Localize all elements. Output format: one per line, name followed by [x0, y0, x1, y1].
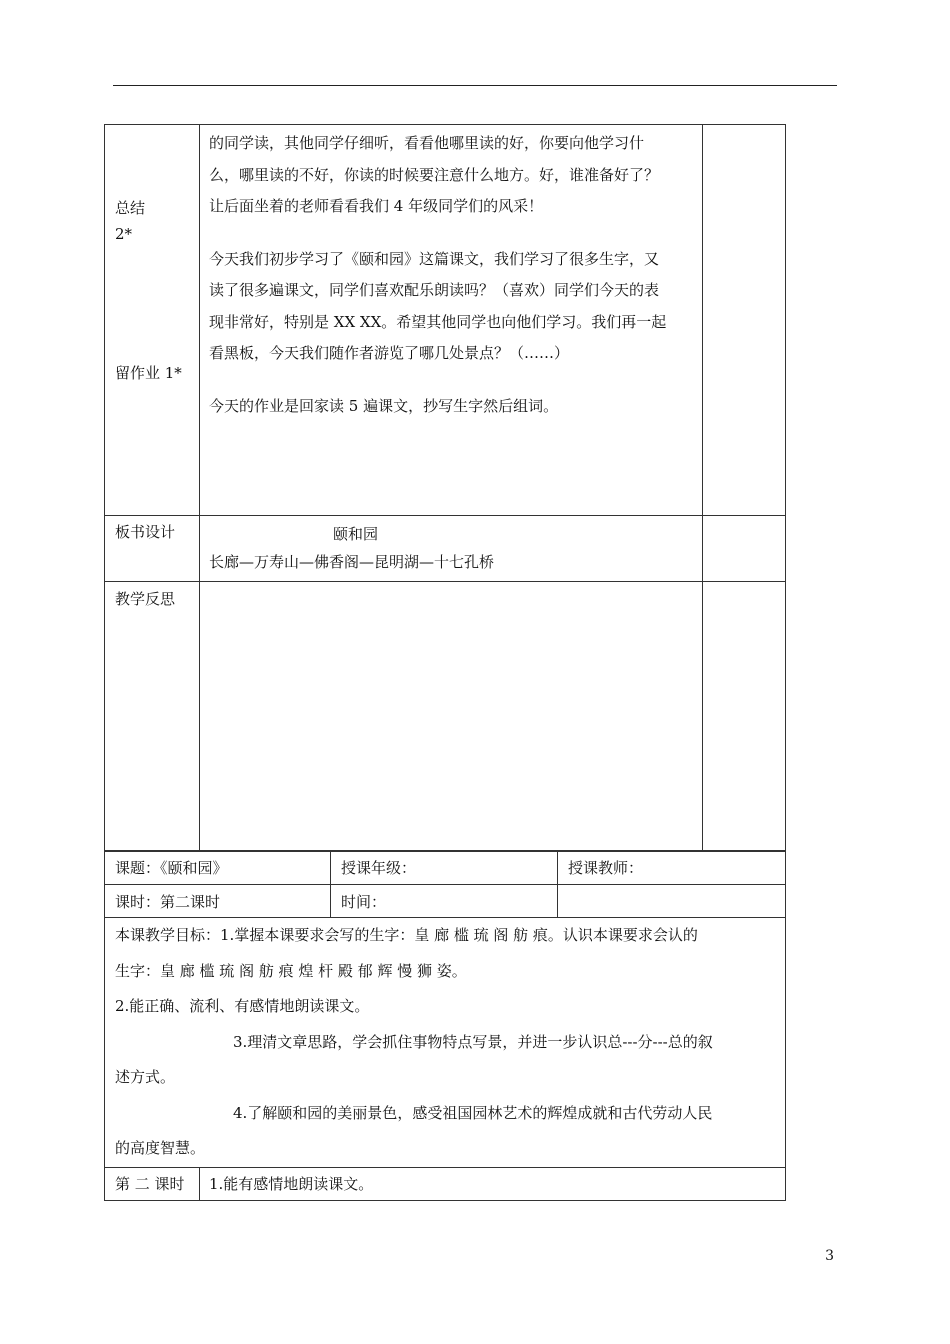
empty-cell	[558, 885, 786, 918]
empty-cell	[703, 582, 786, 852]
empty-cell	[703, 516, 786, 582]
paragraph-line: 看黑板，今天我们随作者游览了哪几处景点？（……）	[209, 344, 570, 362]
board-route: 长廊—万寿山—佛香阁—昆明湖—十七孔桥	[209, 553, 495, 571]
table-row	[105, 885, 786, 918]
paragraph-line: 么，哪里读的不好，你读的时候要注意什么地方。好，谁准备好了？	[209, 165, 660, 184]
grade-cell: 授课年级：	[341, 859, 417, 877]
empty-cell	[703, 125, 786, 516]
board-title: 颐和园	[333, 525, 379, 543]
time-cell: 时间：	[341, 892, 387, 911]
goal-line: 2.能正确、流利、有感情地朗读课文。	[115, 997, 370, 1015]
homework-label: 留作业 1*	[115, 364, 182, 382]
topic-cell: 课题：《颐和园》	[115, 859, 228, 877]
goal-line: 3.理清文章思路，学会抓住事物特点写景，并进一步认识总---分---总的叙	[233, 1032, 713, 1051]
paragraph-line: 的同学读，其他同学仔细听，看看他哪里读的好，你要向他学习什	[209, 134, 645, 152]
goals-cell	[105, 918, 786, 1168]
summary-label: 总结	[115, 199, 146, 217]
paragraph-line: 现非常好，特别是 XX XX。希望其他同学也向他们学习。我们再一起	[209, 312, 667, 331]
goal-line: 述方式。	[115, 1068, 176, 1086]
summary-number: 2*	[115, 225, 133, 243]
table-row	[105, 125, 786, 516]
paragraph-line: 今天我们初步学习了《颐和园》这篇课文，我们学习了很多生字，又	[209, 249, 660, 268]
goal-line: 本课教学目标：1.掌握本课要求会写的生字：皇 廊 槛 琉 阁 舫 痕。认识本课要求会认的	[115, 926, 698, 944]
goal-line: 4.了解颐和园的美丽景色，感受祖国园林艺术的辉煌成就和古代劳动人民	[233, 1103, 713, 1122]
second-period-content: 1.能有感情地朗读课文。	[209, 1175, 374, 1193]
second-period-label: 第 二 课时	[115, 1175, 185, 1193]
table-row	[105, 851, 786, 885]
lesson-table-lower	[104, 850, 786, 1201]
table-row	[105, 918, 786, 1168]
lesson-table-upper	[104, 124, 786, 852]
board-design-label: 板书设计	[115, 523, 176, 541]
paragraph-line: 让后面坐着的老师看看我们 4 年级同学们的风采！	[209, 197, 544, 215]
teacher-cell: 授课教师：	[568, 859, 644, 877]
paragraph-line: 今天的作业是回家读 5 遍课文，抄写生字然后组词。	[209, 396, 559, 415]
table-row	[105, 1167, 786, 1200]
empty-cell	[200, 582, 703, 852]
content-cell	[200, 125, 703, 516]
goal-line: 的高度智慧。	[115, 1139, 206, 1157]
label-cell	[105, 125, 200, 516]
page-number: 3	[825, 1248, 834, 1264]
period-cell: 课时：第二课时	[115, 892, 221, 911]
table-row	[105, 516, 786, 582]
reflection-label: 教学反思	[115, 590, 176, 608]
goal-line: 生字：皇 廊 槛 琉 阁 舫 痕 煌 杆 殿 郁 辉 慢 狮 姿。	[115, 961, 467, 980]
paragraph-line: 读了很多遍课文，同学们喜欢配乐朗读吗？（喜欢）同学们今天的表	[209, 281, 660, 299]
table-row	[105, 582, 786, 852]
header-rule	[113, 85, 837, 86]
